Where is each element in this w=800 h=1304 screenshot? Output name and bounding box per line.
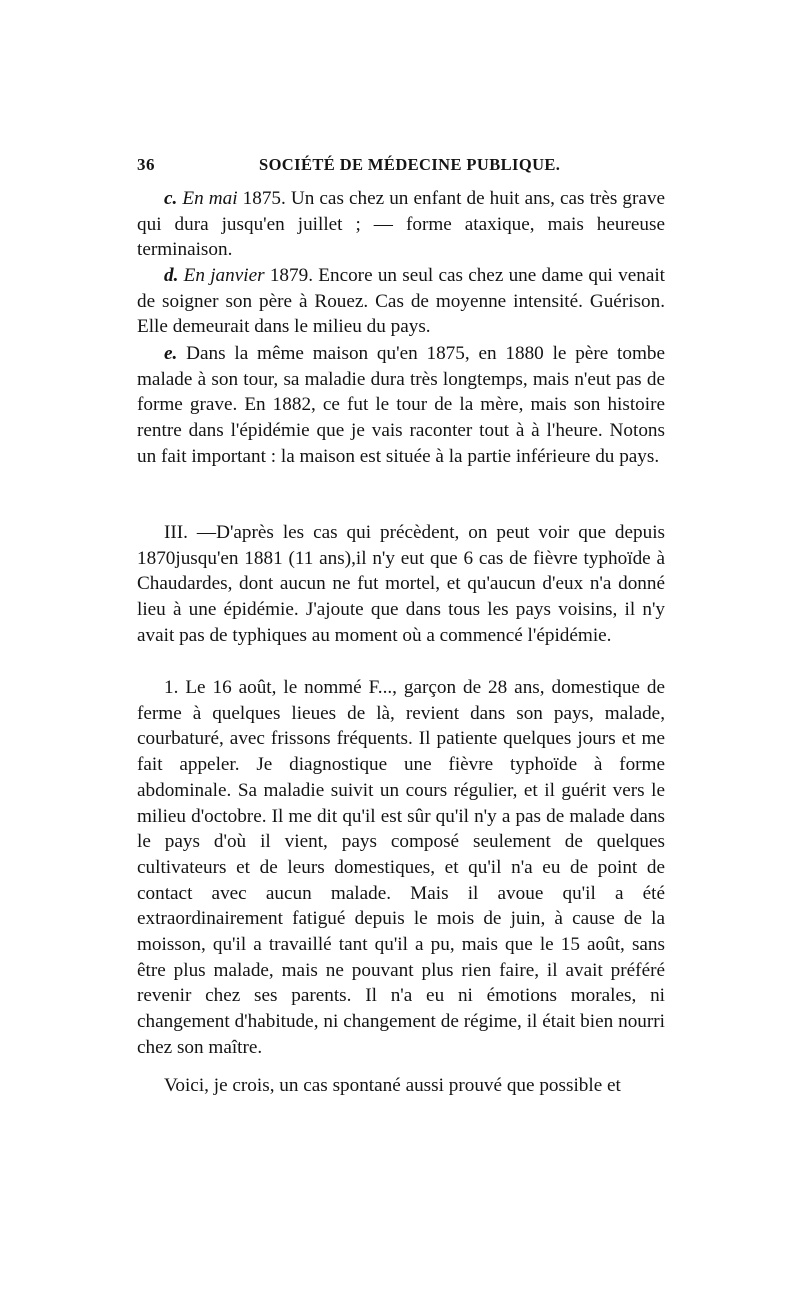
paragraph-d <box>137 263 665 340</box>
paragraph-c-date: En mai <box>182 188 238 209</box>
section-iii-text: III. —D'après les cas qui précèdent, on peut voir que depuis 1870jusqu'en 1881 (11 ans),il n'y eut que 6 cas de fièvre typhoïde à Chaudardes, dont aucun ne fut mortel, et qu'aucun d'eux n'a donné lieu à une épidémie. J'ajoute que dans tous les pays voisins, il n'y avait pas de typhiques au moment où a commencé l'épidémie. <box>137 522 665 646</box>
running-title: SOCIÉTÉ DE MÉDECINE PUBLIQUE. <box>259 155 561 174</box>
section-iii-paragraph <box>137 520 665 649</box>
closing-paragraph <box>137 1073 665 1099</box>
case-1-paragraph <box>137 675 665 1061</box>
paragraph-e <box>137 341 665 470</box>
page-number: 36 <box>137 155 155 174</box>
closing-text: Voici, je crois, un cas spontané aussi prouvé que possible et <box>164 1075 621 1096</box>
paragraph-d-label: d. <box>164 265 179 286</box>
paragraph-e-label: e. <box>164 343 178 364</box>
paragraph-c-label: c. <box>164 188 178 209</box>
paragraph-d-text: 1879. Encore un seul cas chez une dame qui venait de soigner son père à Rouez. Cas de moyenne intensité. Guérison. Elle demeurait dans le milieu du pays. <box>137 265 665 338</box>
paragraph-e-text: Dans la même maison qu'en 1875, en 1880 le père tombe malade à son tour, sa maladie dura très longtemps, mais n'eut pas de forme grave. En 1882, ce fut le tour de la mère, mais son histoire rentre dans l'épidémie que je vais raconter tout à à l'heure. Notons un fait important : la maison est située à la partie inférieure du pays. <box>137 343 665 467</box>
paragraph-d-date: En janvier <box>183 265 265 286</box>
running-head <box>137 155 665 183</box>
paragraph-c <box>137 186 665 263</box>
case-1-text: 1. Le 16 août, le nommé F..., garçon de 28 ans, domestique de ferme à quelques lieues de là, revient dans son pays, malade, courbaturé, avec frissons fréquents. Il patiente quelques jours et me fait appeler. Je diagnostique une fièvre typhoïde à forme abdominale. Sa maladie suivit un cours régulier, et il guérit vers le milieu d'octobre. Il me dit qu'il est sûr qu'il n'y a pas de malade dans le pays d'où il vient, pays composé seulement de quelques cultivateurs et de leurs domestiques, et qu'il n'a eu de point de contact avec aucun malade. Mais il avoue qu'il a été extraordinairement fatigué depuis le mois de juin, à cause de la moisson, qu'il a travaillé tant qu'il a pu, mais que le 15 août, sans être plus malade, mais ne pouvant plus rien faire, il avait préféré revenir chez ses parents. Il n'a eu ni émotions morales, ni changement d'habitude, ni changement de régime, il était bien nourri chez son maître. <box>137 677 665 1058</box>
paragraph-c-text: 1875. Un cas chez un enfant de huit ans, cas très grave qui dura jusqu'en juillet ; — forme ataxique, mais heureuse terminaison. <box>137 188 665 261</box>
